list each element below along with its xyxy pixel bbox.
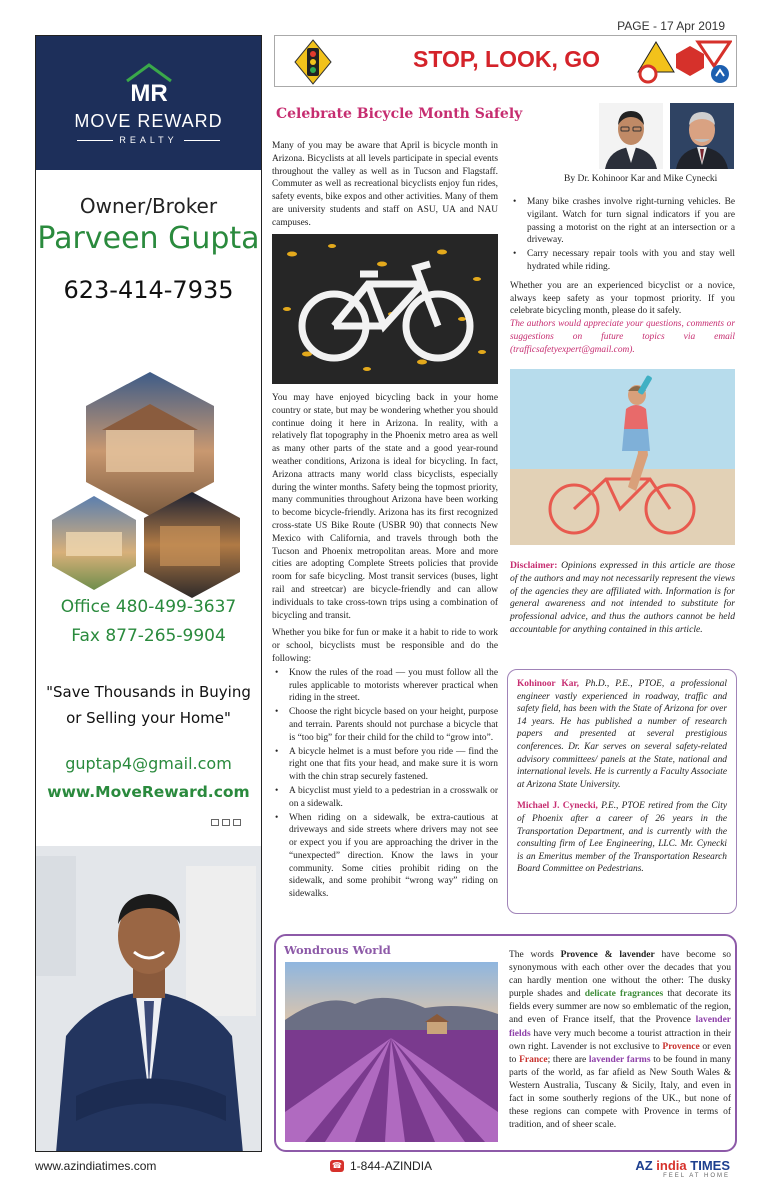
article-title: Celebrate Bicycle Month Safely [276,106,523,122]
logo-az: AZ [635,1158,653,1173]
lavender-field-photo [285,962,498,1142]
text-run: to be found in many parts of the world, as far afield as New South Wales & Western Australia, Tuscany & Sicily, Italy, and even in fact in some southerly regions of the UK., but none of these regions can compete with Provence in terms of tradition, and of sheer scale. [509,1054,732,1131]
house-icon [119,61,179,105]
highlight-provence-lavender: Provence & lavender [560,950,655,960]
logo-times: TIMES [690,1158,730,1173]
article-continued [510,196,735,362]
disclaimer-label: Disclaimer: [510,560,558,571]
list-item: • Many bike crashes involve right-turning vehicles. Be vigilant. Watch for turn signal indicators if you are passing a motorist on the right at an intersection or a driveway. [510,196,735,247]
article-paragraph: Whether you are an experienced bicyclist or a novice, always keep safety as your topmost priority. If you celebrate bicycling month, please do it safely. [510,280,735,317]
article-paragraph: Many of you may be aware that April is bicycle month in Arizona. Bicyclists at all levels participate in special events throughout the valley as well as in Tucson and Flagstaff. Commuter as well as recreational bicyclists enjoy fun rides, safety events, bike expos and other activities. Many of them are university students and staff on ASU, UA and NAU campuses. [272,141,498,228]
bio-text: Ph.D., P.E., PTOE, a professional engineer vastly experienced in roadway, traffic and safety field, has been with the State of Arizona for over 14 years. He has published a number of research papers and presented at several prestigious conferences. Dr. Kar serves on several safety-related advisory committees/ panels at the State, national and international levels. He is currently a Faculty Associate at Arizona State University. [517,679,727,790]
ad-slogan: "Save Thousands in Buying or Selling your Home" [46,683,251,727]
cyclist-photo [510,369,735,545]
list-item: • A bicyclist must yield to a pedestrian in a crosswalk or on a sidewalk. [272,785,498,811]
article-intro [272,140,498,235]
fax-number: Fax 877-265-9904 [71,626,226,646]
footer-phone-number: 1-844-AZINDIA [350,1159,433,1173]
text-run: ; there are [547,1054,589,1065]
article-body [272,392,498,902]
text-run: or even to [509,1041,731,1065]
highlight-lavender-farms: lavender farms [588,1054,651,1065]
bio-kar [517,678,727,791]
highlight-france: France [519,1054,548,1065]
realty-advertisement [35,35,262,1152]
list-item: • Know the rules of the road — you must follow all the rules applicable to motorists wherever practical when riding in the street. [272,667,498,705]
brand-sub: REALTY [119,135,178,145]
bio-cynecki [517,800,727,876]
highlight-provence: Provence [662,1041,700,1052]
broker-role: Owner/Broker [79,194,218,218]
az-india-times-logo [635,1158,730,1179]
text-run: have become so synonymous with each other over the decades that you can hardly mention one without the other: The dusky purple shades and [509,950,732,1000]
house-photo-collage [36,366,262,626]
author-photo-cynecki [670,103,734,169]
list-item: • A bicycle helmet is a must before you ride — find the right one that fits your head, and make sure it is worn with the chin strap securely fastened. [272,746,498,784]
article-paragraph: Whether you bike for fun or make it a habit to ride to work or school, bicyclists must be responsible and do the following: [272,628,498,664]
broker-phone[interactable]: 623-414-7935 [63,276,234,304]
brand-name: MOVE REWARD [74,111,223,131]
highlight-lavender-fields: lavender fields [509,1015,731,1039]
wondrous-world-text [509,949,731,1132]
article-paragraph: You may have enjoyed bicycling back in your home country or state, but may be wondering whether you should continue doing it here in Arizona. In reality, with a relatively flat topography in the Phoenix metro area as well as many other parts of the state and a good year-round weather conditions, Arizona is ideal for bicycling. In fact, Arizona attracts many world class bicyclists, especially during the winter months. Safety being the topmost priority, many communities throughout Arizona have been working to become bicycle-friendly. Arizona has its first recognized cross-state US Bike Route (USBR 90) that connects New Mexico with California, and travels through both the Tucson and Phoenix metropolitan areas. More and more cities are adopting Complete Streets policies that provide room for safe bicycling. Most transit services (buses, light rail and streetcar) are bicycle-friendly and can allow individuals to take cross-town trips using a combination of bicycling and transit. [272,393,498,621]
highlight-fragrances: delicate fragrances [584,989,664,1000]
logo-tagline: FEEL AT HOME [663,1173,730,1179]
svg-text:MR: MR [129,80,168,105]
text-run: The words [509,950,561,960]
wondrous-world-title: Wondrous World [284,943,391,957]
text-run: that decorate its fields every summer are now so emblematic of the region, and even of France itself, that the Provence [509,989,731,1026]
page-date: PAGE - 17 Apr 2019 [617,19,725,33]
bio-name: Michael J. Cynecki, [517,801,598,812]
safety-tips-list [510,196,735,274]
disclaimer-text: Opinions expressed in this article are those of the authors and may not necessarily represent the views of the agencies they are affiliated with. Information is for general awareness and not intended to substitute for professional advice, and thus the authors cannot be held accountable for anything contained in this article. [510,560,735,635]
broker-website[interactable]: www.MoveReward.com [47,783,250,801]
bio-name: Kohinoor Kar, [517,679,580,689]
footer-website[interactable]: www.azindiatimes.com [35,1159,157,1173]
traffic-light-icon [293,38,333,86]
safety-tips-list [272,667,498,901]
agent-photo [36,846,262,1152]
list-item: • Choose the right bicycle based on your height, purpose and terrain. Parents should not purchase a bicycle that is “too big” for their child for the child to “grow into”. [272,706,498,744]
bike-lane-photo [272,234,498,384]
list-item: • Carry necessary repair tools with you and stay well hydrated while riding. [510,248,735,274]
broker-name: Parveen Gupta [37,221,260,256]
footer-phone[interactable] [330,1159,432,1173]
contact-note: The authors would appreciate your questions, comments or suggestions on future topics via email (trafficsafetyexpert@gmail.com). [510,319,735,355]
equal-housing-icon [211,819,241,826]
move-reward-logo [36,36,261,170]
office-phone[interactable]: Office 480-499-3637 [60,597,237,617]
phone-icon: ☎ [330,1160,344,1172]
text-run: have very much become a tourist attraction in their own right. Lavender is not exclusive to [509,1028,731,1052]
road-signs-icon [636,40,732,84]
section-title: STOP, LOOK, GO [413,46,601,72]
bio-text: P.E., PTOE retired from the City of Phoenix after a career of 26 years in the Transportation Department, and is currently with the consulting firm of Lee Engineering, LLC. Mr. Cynecki is an Emeritus member of the Transportation Research Board Committee on Pedestrians. [517,801,727,875]
author-photo-kar [599,103,663,169]
article-byline: By Dr. Kohinoor Kar and Mike Cynecki [564,174,718,184]
broker-email[interactable]: guptap4@gmail.com [65,754,232,773]
logo-india: india [656,1158,687,1173]
author-bios [507,669,737,914]
disclaimer [510,560,735,637]
section-header [274,35,737,87]
list-item: • When riding on a sidewalk, be extra-cautious at driveways and side streets where drivers may not see or expect you if you are approaching the driver in the “unexpected” direction. Know the laws in your community. Some cities prohibit riding on the sidewalk, and some prohibit “wrong way” riding on sidewalks. [272,812,498,902]
